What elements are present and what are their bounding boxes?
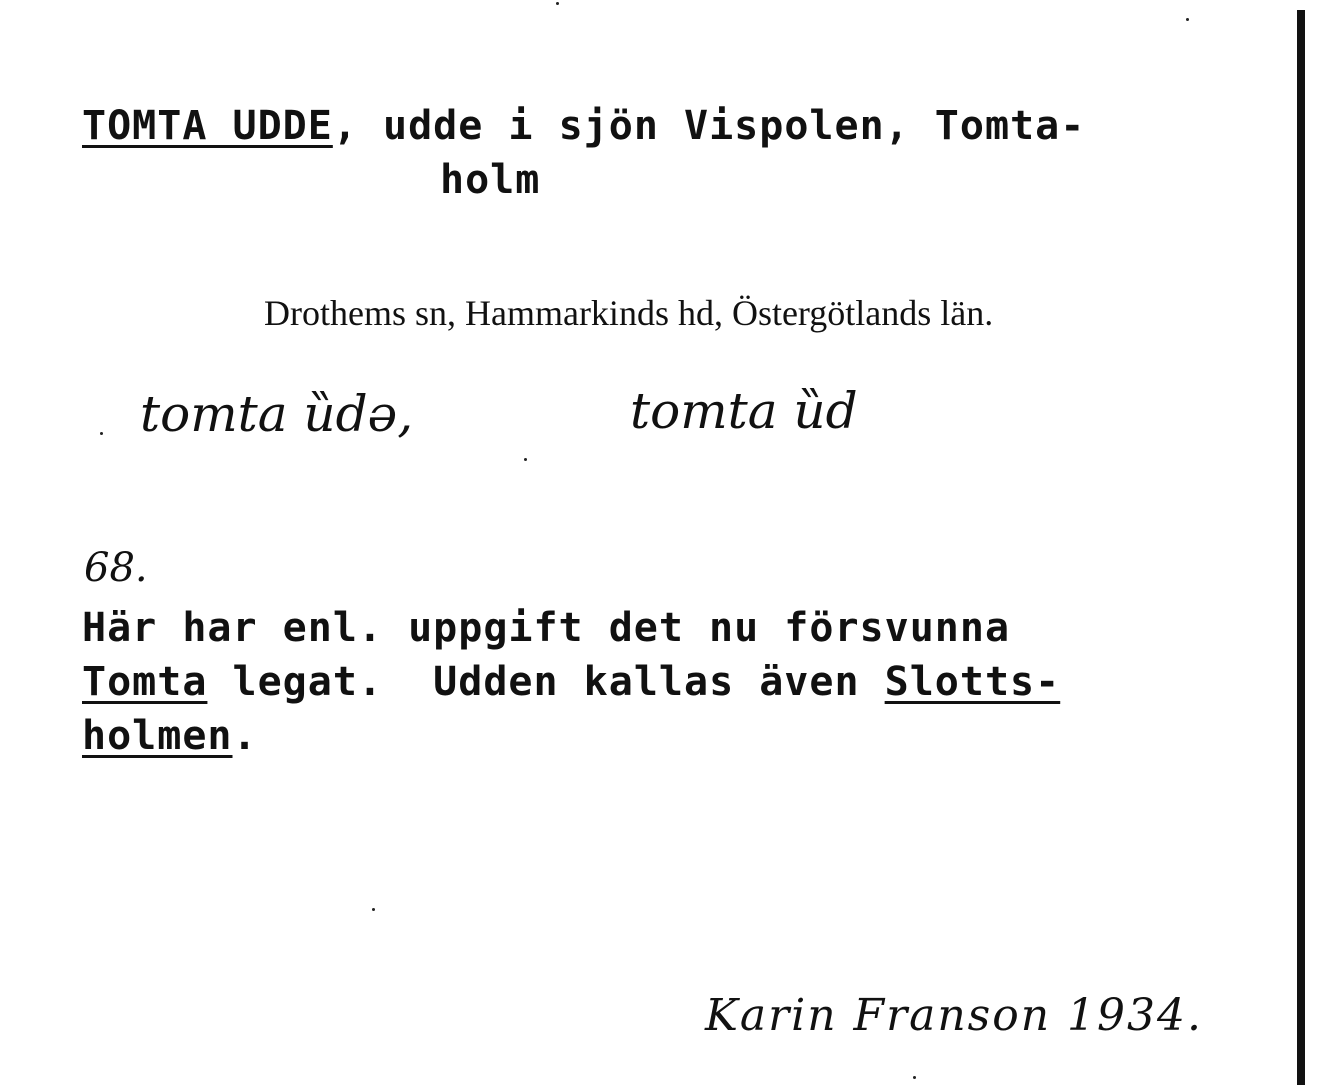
heading-line-1 [82,100,1085,152]
card-edge-line [1297,10,1305,1085]
place-name: TOMTA UDDE [82,103,333,149]
body-line-2-text: legat. Udden kallas även [207,659,885,705]
underlined-tomta: Tomta [82,659,208,705]
underlined-holmen: holmen [82,713,233,759]
speck [556,2,559,5]
body-line-3 [82,710,258,762]
speck [1186,18,1189,21]
pronunciation-second: tomta ȕd [630,382,858,440]
location-line: Drothems sn, Hammarkinds hd, Östergötlands län. [264,293,994,333]
heading-comma: , [332,103,358,149]
speck [100,432,103,435]
body-line-3-text: . [232,713,258,759]
pronunciation-first: tomta ȕdə, [140,385,414,443]
speck [913,1076,916,1079]
heading-description: udde i sjön Vispolen, Tomta- [357,103,1086,149]
body-line-2 [82,656,1060,708]
card-number: 68. [84,545,148,591]
underlined-slotts: Slotts- [884,659,1061,705]
signature: Karin Franson 1934. [705,990,1204,1041]
body-line-1: Här har enl. uppgift det nu försvunna [82,605,1011,651]
speck [524,458,527,461]
heading-line-2: holm [440,157,541,203]
speck [372,908,375,911]
